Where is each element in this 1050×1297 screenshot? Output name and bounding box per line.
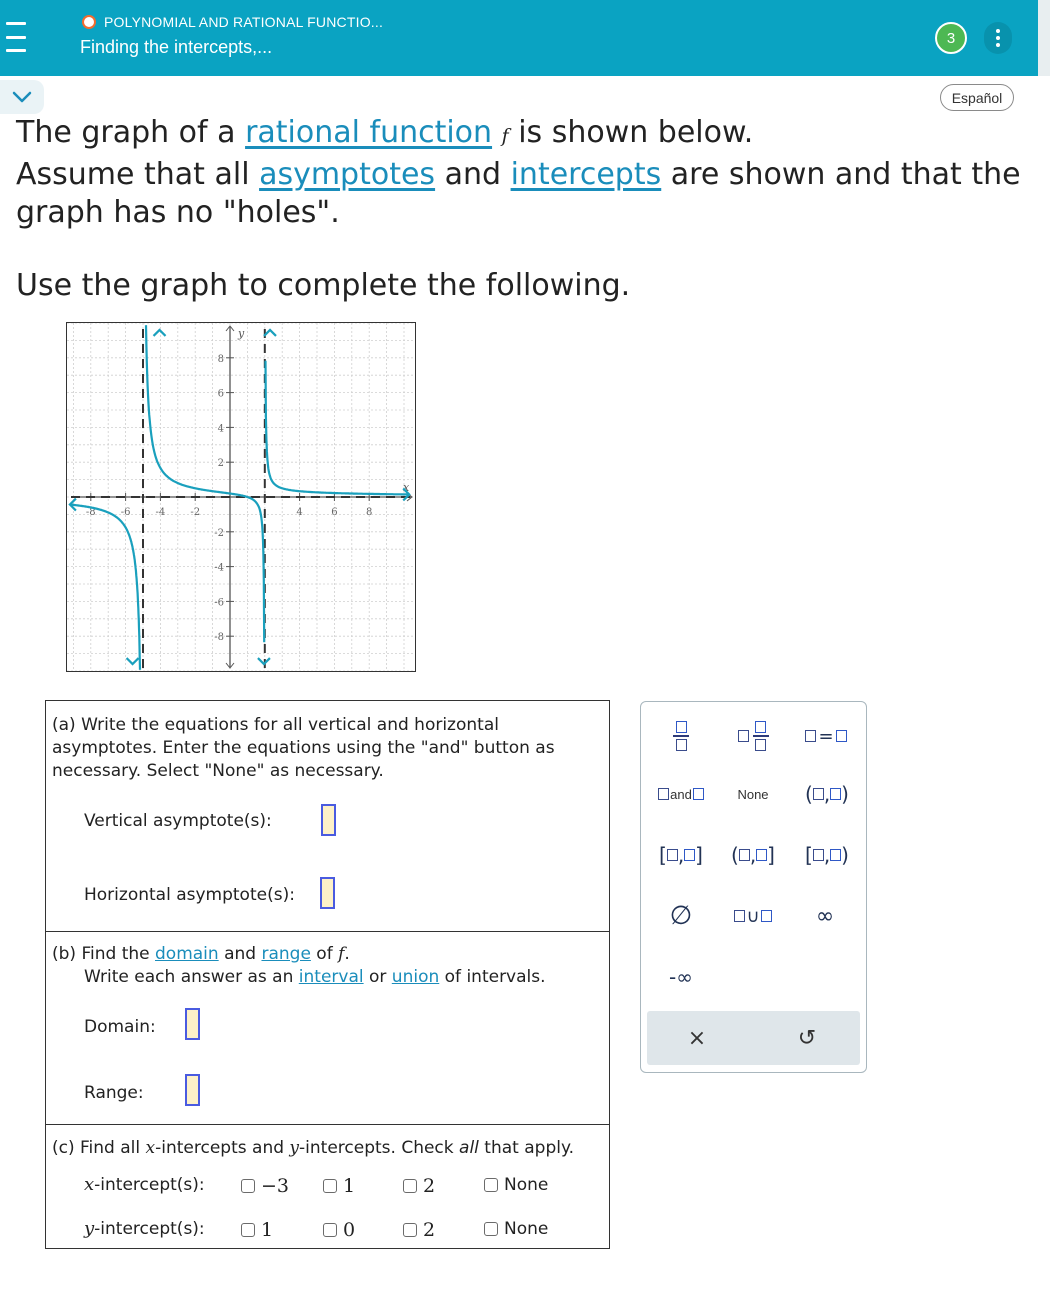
half-open-left-key[interactable]: ( , ] [731,843,775,867]
horizontal-asymptote-input[interactable] [320,877,335,909]
mixed-number-key[interactable] [729,716,777,756]
function-graph [66,322,416,672]
checkbox[interactable] [241,1179,255,1193]
answer-panel [45,700,610,1249]
option-label: None [504,1175,549,1195]
part-b-text: . [344,944,350,964]
function-variable: f [501,125,509,147]
link-intercepts[interactable]: intercepts [510,156,662,192]
union-key[interactable] [729,899,777,933]
range-input[interactable] [185,1074,200,1106]
link-rational-function[interactable]: rational function [245,115,493,150]
part-b-text: (b) Find the [52,944,155,964]
vertical-asymptote-input[interactable] [321,804,336,836]
x-intercept-label [84,1174,205,1195]
option-label: 0 [343,1219,356,1241]
none-key-label: None [737,786,769,802]
checkbox[interactable] [241,1223,255,1237]
checkbox[interactable] [323,1223,337,1237]
x-tick-label: -8 [85,507,96,518]
graph-canvas [67,323,415,671]
x-intercept-option[interactable] [323,1175,355,1197]
y-intercept-option[interactable] [484,1219,548,1239]
y-intercept-option[interactable] [323,1219,355,1241]
part-c-text: all [459,1138,479,1158]
part-c [46,1125,609,1249]
topic-row [82,14,383,30]
part-a [46,701,609,932]
range-label: Range: [84,1083,144,1103]
part-c-text: -intercepts and [155,1138,290,1158]
y-tick-label: 4 [217,423,224,435]
y-intercept-option[interactable] [241,1219,273,1241]
part-b [46,932,609,1125]
domain-input[interactable] [185,1008,200,1040]
option-label: −3 [261,1175,290,1197]
y-variable: y [289,1138,300,1158]
scrollbar-track [1038,0,1050,76]
domain-label: Domain: [84,1017,156,1037]
y-tick-label: -8 [214,632,224,644]
prompt-text: is shown below. [508,115,754,150]
prompt-text: are shown and that the graph has no "holes". [16,156,1021,230]
x-tick-label: -4 [155,507,166,518]
part-b-text: Write each answer as an [84,967,299,987]
x-variable: x [145,1138,156,1158]
y-tick-label: 6 [217,388,224,400]
checkbox[interactable] [323,1179,337,1193]
x-tick-label: 4 [296,507,303,518]
curve-branch-left [70,505,140,670]
part-a-instructions [52,714,602,783]
undo-button[interactable] [787,1019,827,1057]
y-tick-label: -6 [214,597,224,609]
curve-branch-middle [146,325,264,642]
close-icon: × [687,1025,707,1051]
x-tick-label: 6 [331,507,338,518]
negative-infinity-icon: -∞ [669,965,693,989]
y-axis-label: y [238,327,245,340]
option-label: 1 [343,1175,356,1197]
negative-infinity-key[interactable] [655,960,707,994]
empty-set-key[interactable] [659,899,703,933]
checkbox[interactable] [484,1178,498,1192]
closed-interval-key[interactable]: [ , ] [659,843,703,867]
clear-button[interactable] [677,1019,717,1057]
collapse-toggle-button[interactable] [0,80,44,114]
link-asymptotes[interactable]: asymptotes [259,156,436,192]
part-b-text: of [310,944,339,964]
progress-badge[interactable]: 3 [935,22,967,54]
half-open-right-key[interactable]: [ , ) [805,843,849,867]
curve-arrow [127,658,139,664]
topic-title: POLYNOMIAL AND RATIONAL FUNCTIO... [104,14,384,30]
union-symbol: ∪ [746,905,760,927]
part-c-text: -intercepts. Check [299,1138,460,1158]
x-variable: x [84,1174,95,1195]
graph-tick-labels [86,327,410,643]
and-key-label: and [670,786,692,802]
prompt-text: and [435,156,511,192]
option-label: 1 [261,1219,274,1241]
undo-icon: ↺ [797,1025,817,1051]
function-variable: f [338,944,345,964]
topic-status-icon [82,15,96,29]
checkbox[interactable] [484,1222,498,1236]
keypad-action-row [647,1011,860,1065]
y-tick-label: -2 [214,527,224,539]
x-intercept-label-text: -intercept(s): [94,1175,205,1195]
instruction-text: Use the graph to complete the following. [16,268,631,303]
prompt-text: The graph of a [16,115,246,150]
link-interval[interactable]: interval [298,967,364,987]
more-options-icon[interactable] [984,22,1012,54]
y-tick-label: -4 [214,562,224,574]
header-bar [0,0,1038,76]
option-label: 2 [423,1219,436,1241]
y-intercept-option[interactable] [403,1219,435,1241]
none-key[interactable] [729,777,777,811]
curve-arrow [264,330,276,336]
link-union[interactable]: union [391,967,440,987]
part-b-text: or [363,967,392,987]
link-range[interactable]: range [261,944,311,964]
y-tick-label: 2 [217,458,224,470]
y-intercept-label-text: -intercept(s): [94,1219,205,1239]
link-domain[interactable]: domain [155,944,219,964]
part-c-text: (c) Find all [52,1138,146,1158]
and-key[interactable] [655,777,707,811]
x-tick-label: -2 [190,507,201,518]
equals-key[interactable]: = [801,716,851,756]
graph-asymptotes [71,329,411,669]
chevron-down-icon [12,90,32,104]
x-intercept-option[interactable] [403,1175,435,1197]
part-b-instructions [52,943,602,989]
subtopic-title[interactable]: Finding the intercepts,... [80,37,273,57]
checkbox[interactable] [403,1179,417,1193]
infinity-icon: ∞ [815,903,835,929]
menu-icon[interactable] [6,22,26,52]
checkbox[interactable] [403,1223,417,1237]
language-button[interactable]: Español [940,84,1014,111]
problem-prompt [16,114,1036,233]
math-keypad [640,701,867,1073]
y-variable: y [84,1218,95,1239]
part-c-text: that apply. [478,1138,574,1158]
empty-set-icon: ∅ [669,901,693,931]
x-intercept-option[interactable] [484,1175,548,1195]
x-tick-label: 8 [366,507,373,518]
part-b-text: and [218,944,262,964]
fraction-key[interactable] [661,716,701,756]
y-tick-label: 8 [217,353,224,365]
prompt-text: Assume that all [16,156,260,192]
x-axis-label: x [403,481,410,494]
x-tick-label: -6 [120,507,131,518]
horizontal-asymptote-label: Horizontal asymptote(s): [84,885,295,905]
infinity-key[interactable] [803,899,847,933]
part-b-text: of intervals. [439,967,546,987]
open-interval-key[interactable]: ( , ) [805,782,849,806]
option-label: 2 [423,1175,436,1197]
x-intercept-option[interactable] [241,1175,289,1197]
y-intercept-label [84,1218,205,1239]
option-label: None [504,1219,549,1239]
part-a-text: (a) Write the equations for all vertical and horizontal asymptotes. Enter the equations using the "and" button as necessary. Select "None" as necessary. [52,715,555,781]
vertical-asymptote-label: Vertical asymptote(s): [84,811,272,831]
curve-arrow [154,330,166,336]
part-c-instructions [52,1137,607,1160]
